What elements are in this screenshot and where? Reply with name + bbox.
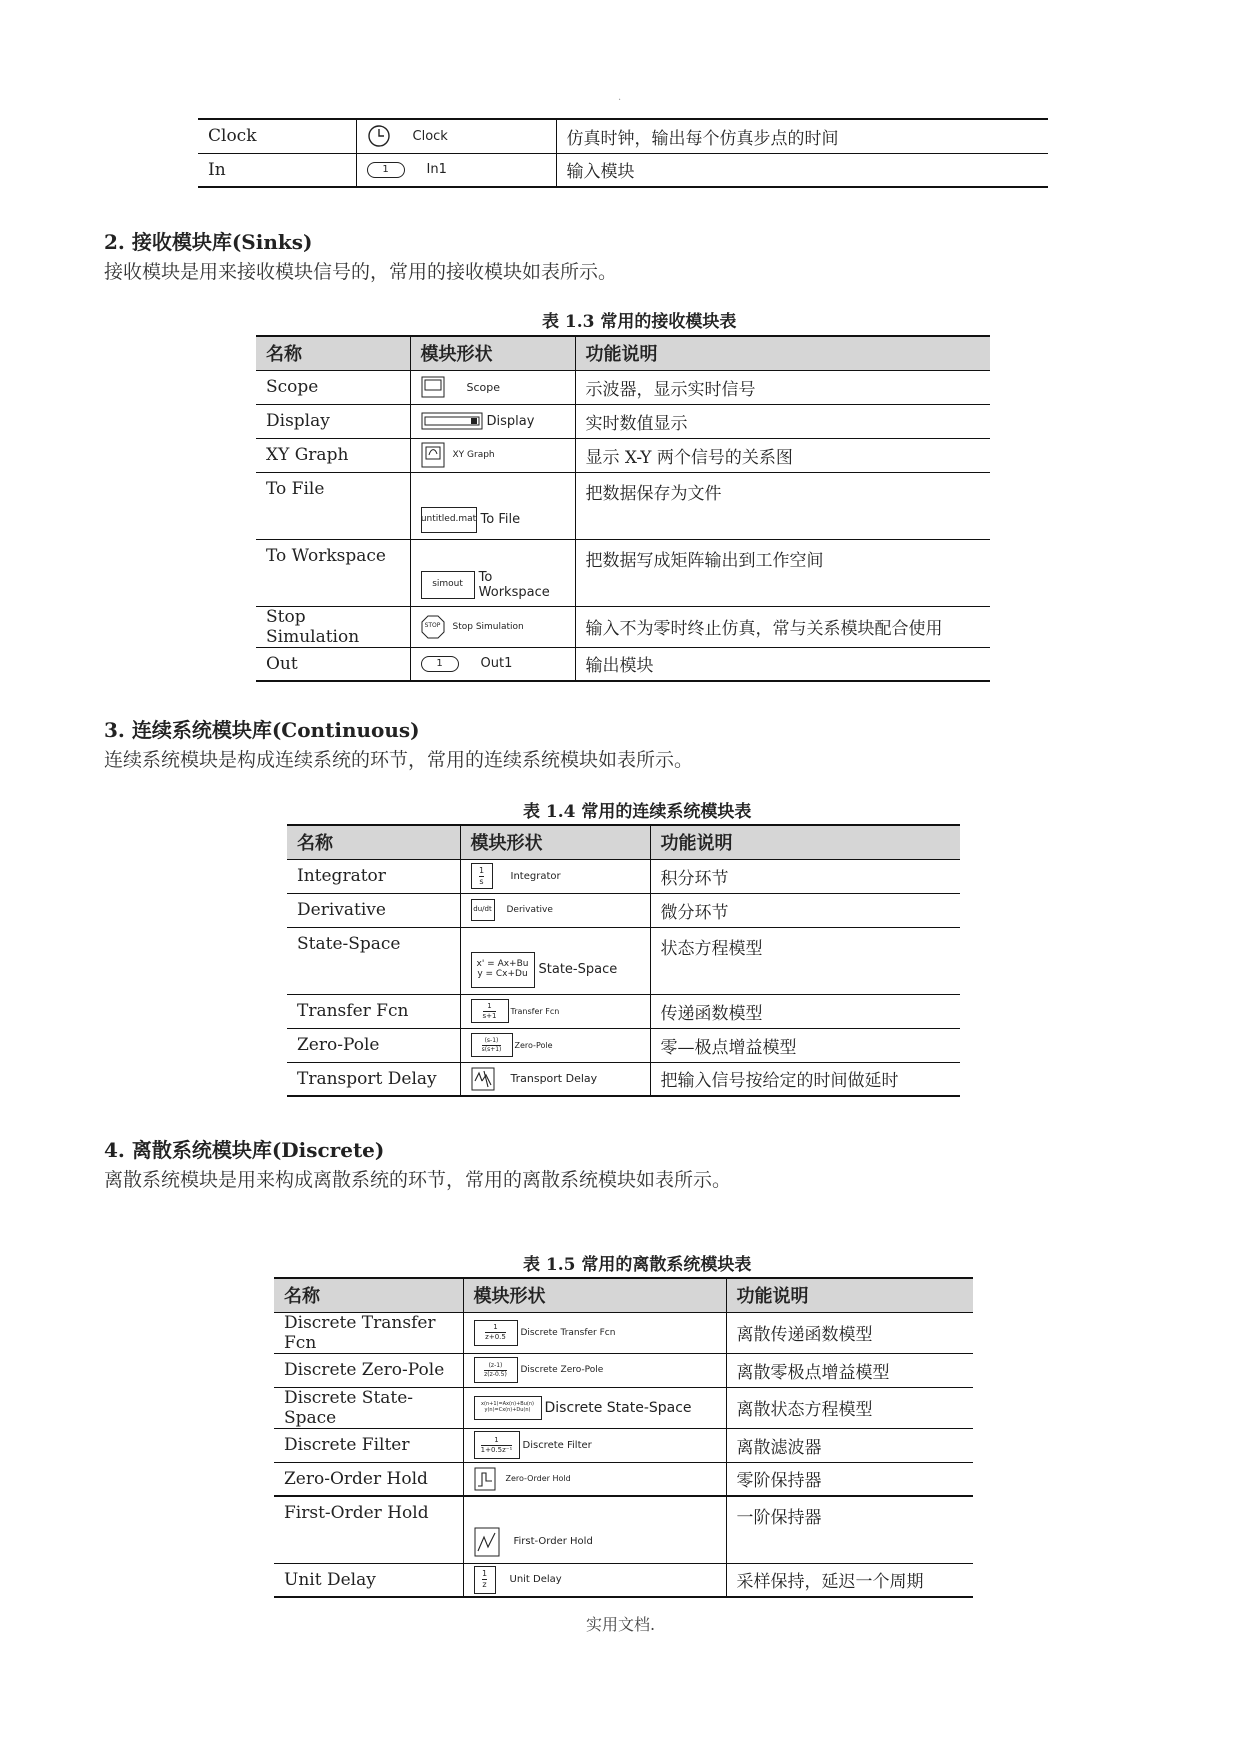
table-caption-sinks: 表 1.3 常用的接收模块表 bbox=[542, 312, 737, 332]
block-name: To Workspace bbox=[256, 539, 410, 606]
column-header-name: 名称 bbox=[287, 825, 460, 859]
to-workspace-icon: simout bbox=[421, 571, 475, 599]
block-name: State-Space bbox=[287, 927, 460, 994]
top-dot: . bbox=[618, 92, 622, 103]
table-row bbox=[256, 472, 990, 539]
column-header-name: 名称 bbox=[274, 1278, 463, 1312]
column-header-desc: 功能说明 bbox=[575, 336, 990, 370]
stop-sign-icon: STOP bbox=[421, 615, 445, 639]
outport-icon: 1 bbox=[421, 656, 459, 672]
zero-order-hold-block bbox=[474, 1467, 716, 1491]
block-label: Discrete Filter bbox=[522, 1439, 592, 1451]
block-desc: 输入不为零时终止仿真，常与关系模块配合使用 bbox=[585, 619, 943, 639]
block-desc: 一阶保持器 bbox=[736, 1508, 822, 1528]
block-desc: 离散状态方程模型 bbox=[736, 1400, 873, 1420]
column-header-shape: 模块形状 bbox=[460, 825, 650, 859]
state-space-icon: x' = Ax+Bu y = Cx+Du bbox=[471, 952, 535, 988]
table-row bbox=[256, 606, 990, 647]
table-sources-continuation bbox=[198, 118, 1048, 188]
derivative-block bbox=[471, 899, 640, 921]
block-desc: 示波器，显示实时信号 bbox=[585, 379, 756, 400]
column-header-shape: 模块形状 bbox=[463, 1278, 726, 1312]
block-label: Zero-Pole bbox=[514, 1040, 553, 1050]
table-row bbox=[274, 1428, 973, 1462]
display-icon bbox=[421, 412, 483, 430]
block-desc: 输出模块 bbox=[585, 656, 654, 677]
scope-block bbox=[421, 376, 565, 398]
derivative-icon: du/dt bbox=[471, 899, 495, 921]
table-header-row bbox=[287, 825, 960, 859]
block-name: Discrete Transfer Fcn bbox=[274, 1312, 463, 1353]
block-desc: 零阶保持器 bbox=[736, 1471, 822, 1492]
transfer-fcn-icon: $\frac{1}{s+1}$ bbox=[471, 999, 509, 1023]
discrete-zero-pole-block bbox=[474, 1357, 716, 1383]
scope-icon bbox=[421, 376, 445, 398]
block-desc: 积分环节 bbox=[660, 868, 729, 889]
section-paragraph-sinks: 接收模块是用来接收模块信号的，常用的接收模块如表所示。 bbox=[104, 261, 618, 283]
block-label: State-Space bbox=[538, 962, 618, 977]
block-desc: 采样保持，延迟一个周期 bbox=[736, 1572, 924, 1593]
block-desc: 输入模块 bbox=[566, 162, 635, 183]
block-label: Display bbox=[486, 413, 535, 429]
block-label: Zero-Order Hold bbox=[505, 1474, 571, 1484]
block-desc: 显示 X-Y 两个信号的关系图 bbox=[585, 447, 793, 468]
block-name: Transport Delay bbox=[287, 1062, 460, 1096]
block-label: Integrator bbox=[510, 870, 561, 882]
block-name: Zero-Pole bbox=[287, 1028, 460, 1062]
stop-simulation-block bbox=[421, 615, 565, 639]
block-label: Scope bbox=[466, 380, 501, 394]
table-row bbox=[287, 859, 960, 893]
block-name: First-Order Hold bbox=[274, 1496, 463, 1563]
table-row bbox=[256, 370, 990, 404]
block-label: In1 bbox=[426, 162, 447, 178]
page-footer: 实用文档. bbox=[585, 1615, 656, 1634]
inport-icon: 1 bbox=[367, 162, 405, 178]
table-discrete bbox=[274, 1277, 973, 1598]
table-row bbox=[274, 1496, 973, 1563]
table-sinks bbox=[256, 335, 990, 682]
block-label: Unit Delay bbox=[509, 1574, 562, 1586]
table-row bbox=[256, 404, 990, 438]
block-label: Discrete State-Space bbox=[544, 1399, 692, 1416]
block-desc: 把输入信号按给定的时间做延时 bbox=[660, 1071, 899, 1092]
block-label: Discrete Transfer Fcn bbox=[520, 1327, 616, 1338]
outport-block bbox=[421, 656, 565, 672]
discrete-transfer-fcn-block bbox=[474, 1320, 716, 1346]
block-label: Discrete Zero-Pole bbox=[520, 1365, 604, 1375]
to-workspace-block bbox=[421, 570, 565, 600]
table-row bbox=[198, 119, 1048, 153]
unit-delay-block bbox=[474, 1566, 716, 1594]
transfer-fcn-block bbox=[471, 999, 640, 1023]
table-caption-continuous: 表 1.4 常用的连续系统模块表 bbox=[523, 802, 752, 822]
table-row bbox=[274, 1462, 973, 1496]
table-row bbox=[256, 647, 990, 681]
block-name: Out bbox=[256, 647, 410, 681]
block-label: Derivative bbox=[506, 905, 553, 915]
block-desc: 传递函数模型 bbox=[660, 1003, 763, 1024]
block-label: Out1 bbox=[480, 656, 513, 672]
block-name: Discrete State-Space bbox=[274, 1387, 463, 1428]
table-row bbox=[256, 438, 990, 472]
table-row bbox=[274, 1387, 973, 1428]
block-desc: 仿真时钟，输出每个仿真步点的时间 bbox=[566, 128, 839, 149]
table-continuous bbox=[287, 824, 960, 1097]
table-row bbox=[256, 539, 990, 606]
block-name: Stop Simulation bbox=[256, 606, 410, 647]
block-name: Derivative bbox=[287, 893, 460, 927]
block-desc: 离散滤波器 bbox=[736, 1437, 822, 1458]
clock-block bbox=[367, 124, 546, 148]
clock-icon bbox=[367, 124, 391, 148]
discrete-filter-icon: $\frac{1}{\text{1+0.5z⁻¹}}$ bbox=[474, 1431, 520, 1459]
block-name: Integrator bbox=[287, 859, 460, 893]
column-header-desc: 功能说明 bbox=[650, 825, 960, 859]
block-desc: 零—极点增益模型 bbox=[660, 1037, 797, 1058]
zero-pole-icon: $\frac{(s-1)}{s(s+1)}$ bbox=[471, 1033, 513, 1057]
block-label: To Workspace bbox=[478, 569, 550, 600]
block-name: XY Graph bbox=[256, 438, 410, 472]
section-heading-sinks: 2. 接收模块库(Sinks) bbox=[104, 230, 313, 254]
block-label: Transport Delay bbox=[510, 1072, 598, 1086]
xy-graph-block bbox=[421, 442, 565, 468]
block-desc: 状态方程模型 bbox=[660, 938, 763, 959]
integrator-block bbox=[471, 863, 640, 889]
block-desc: 离散传递函数模型 bbox=[736, 1325, 873, 1345]
table-header-row bbox=[256, 336, 990, 370]
inport-block bbox=[367, 162, 546, 178]
xy-graph-icon bbox=[421, 442, 445, 468]
block-desc: 把数据写成矩阵输出到工作空间 bbox=[585, 550, 824, 571]
block-name: Display bbox=[256, 404, 410, 438]
table-row bbox=[287, 893, 960, 927]
block-desc: 微分环节 bbox=[660, 902, 729, 923]
to-file-block bbox=[421, 507, 565, 533]
display-block bbox=[421, 412, 565, 430]
to-file-icon: untitled.mat bbox=[421, 507, 477, 533]
table-row bbox=[274, 1563, 973, 1597]
discrete-filter-block bbox=[474, 1431, 716, 1459]
block-label: XY Graph bbox=[452, 450, 495, 460]
section-paragraph-continuous: 连续系统模块是构成连续系统的环节，常用的连续系统模块如表所示。 bbox=[104, 749, 694, 771]
column-header-desc: 功能说明 bbox=[726, 1278, 973, 1312]
block-desc: 离散零极点增益模型 bbox=[736, 1362, 890, 1383]
table-row bbox=[198, 153, 1048, 187]
first-order-hold-block bbox=[474, 1527, 716, 1557]
block-name: Transfer Fcn bbox=[287, 994, 460, 1028]
section-heading-continuous: 3. 连续系统模块库(Continuous) bbox=[104, 718, 420, 742]
discrete-zero-pole-icon: $\frac{(z-1)}{z(z-0.5)}$ bbox=[474, 1357, 518, 1383]
section-paragraph-discrete: 离散系统模块是用来构成离散系统的环节，常用的离散系统模块如表所示。 bbox=[104, 1169, 732, 1191]
table-row bbox=[287, 1062, 960, 1096]
section-heading-discrete: 4. 离散系统模块库(Discrete) bbox=[104, 1138, 385, 1162]
first-order-hold-icon bbox=[474, 1527, 500, 1557]
integrator-icon: $\frac{1}{s}$ bbox=[471, 863, 493, 889]
block-label: First-Order Hold bbox=[513, 1536, 593, 1547]
table-row bbox=[287, 927, 960, 994]
discrete-state-space-block bbox=[474, 1396, 716, 1420]
table-row bbox=[287, 1028, 960, 1062]
block-desc: 实时数值显示 bbox=[585, 413, 688, 434]
unit-delay-icon: $\frac{1}{z}$ bbox=[474, 1566, 496, 1594]
block-label: Transfer Fcn bbox=[510, 1006, 560, 1016]
zero-order-hold-icon bbox=[474, 1467, 496, 1491]
block-name: To File bbox=[256, 472, 410, 539]
table-row bbox=[287, 994, 960, 1028]
table-header-row bbox=[274, 1278, 973, 1312]
block-name: Discrete Zero-Pole bbox=[274, 1353, 463, 1387]
column-header-shape: 模块形状 bbox=[410, 336, 575, 370]
discrete-state-space-icon: x(n+1)=Ax(n)+Bu(n) y(n)=Cx(n)+Du(n) bbox=[474, 1396, 542, 1420]
column-header-name: 名称 bbox=[256, 336, 410, 370]
table-row bbox=[274, 1353, 973, 1387]
transport-delay-block bbox=[471, 1067, 640, 1091]
table-caption-discrete: 表 1.5 常用的离散系统模块表 bbox=[523, 1255, 752, 1275]
block-name: Clock bbox=[198, 119, 356, 153]
block-name: In bbox=[198, 153, 356, 187]
block-name: Unit Delay bbox=[274, 1563, 463, 1597]
zero-pole-block bbox=[471, 1033, 640, 1057]
block-desc: 把数据保存为文件 bbox=[585, 483, 722, 504]
discrete-transfer-fcn-icon: $\frac{1}{z+0.5}$ bbox=[474, 1320, 518, 1346]
block-label: Stop Simulation bbox=[452, 621, 524, 632]
table-row bbox=[274, 1312, 973, 1353]
block-name: Zero-Order Hold bbox=[274, 1462, 463, 1496]
block-label: To File bbox=[480, 512, 521, 527]
block-name: Discrete Filter bbox=[274, 1428, 463, 1462]
transport-delay-icon bbox=[471, 1067, 495, 1091]
block-label: Clock bbox=[412, 128, 448, 144]
state-space-block bbox=[471, 952, 640, 988]
block-name: Scope bbox=[256, 370, 410, 404]
